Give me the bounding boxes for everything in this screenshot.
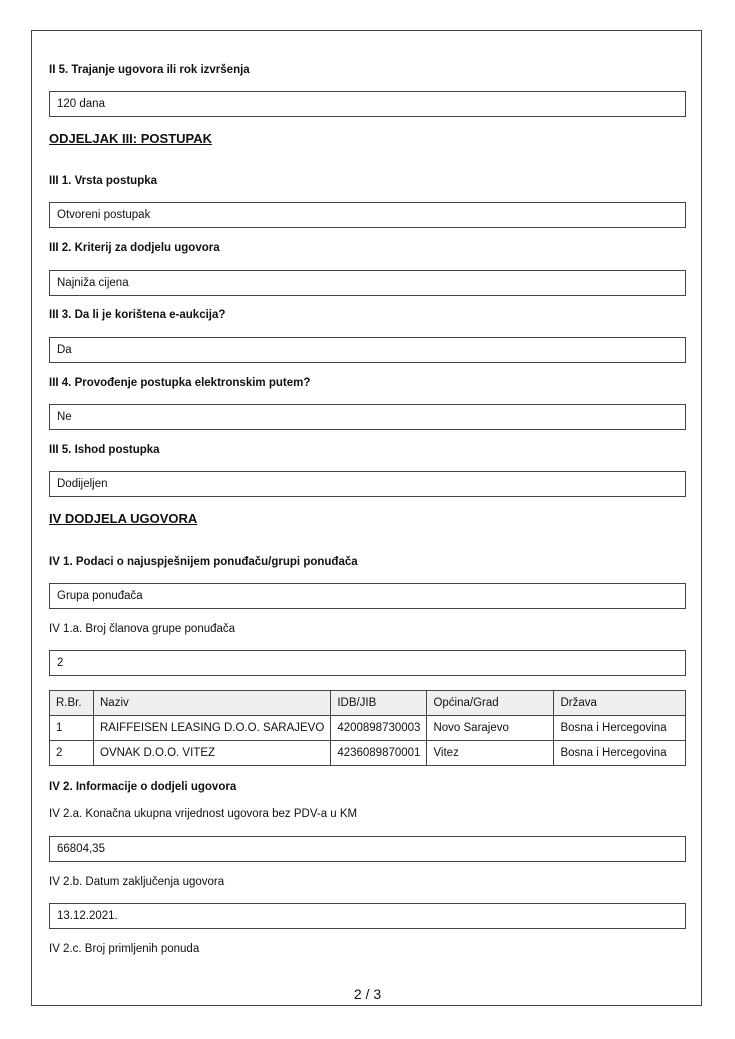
field-value-best-bidder: Grupa ponuđača bbox=[49, 583, 686, 609]
field-value-duration: 120 dana bbox=[49, 91, 686, 117]
table-row bbox=[50, 716, 686, 741]
field-label-offers-received: IV 2.c. Broj primljenih ponuda bbox=[49, 943, 200, 955]
cell-municipality: Novo Sarajevo bbox=[427, 716, 554, 741]
field-value-procedure-outcome: Dodijeljen bbox=[49, 471, 686, 497]
column-header-number: R.Br. bbox=[50, 691, 94, 716]
cell-id: 4236089870001 bbox=[331, 741, 427, 766]
cell-id: 4200898730003 bbox=[331, 716, 427, 741]
column-header-municipality: Općina/Grad bbox=[427, 691, 554, 716]
cell-number: 2 bbox=[50, 741, 94, 766]
field-label-best-bidder: IV 1. Podaci o najuspješnijem ponuđaču/grupi ponuđača bbox=[49, 556, 358, 568]
field-label-procedure-outcome: III 5. Ishod postupka bbox=[49, 444, 160, 456]
section-heading-award: IV DODJELA UGOVORA bbox=[49, 511, 198, 526]
field-value-award-criterion: Najniža cijena bbox=[49, 270, 686, 296]
field-value-group-members: 2 bbox=[49, 650, 686, 676]
column-header-id: IDB/JIB bbox=[331, 691, 427, 716]
column-header-name: Naziv bbox=[94, 691, 331, 716]
field-value-contract-value: 66804,35 bbox=[49, 836, 686, 862]
section-heading-procedure: ODJELJAK III: POSTUPAK bbox=[49, 131, 213, 146]
field-value-e-auction: Da bbox=[49, 337, 686, 363]
field-label-award-criterion: III 2. Kriterij za dodjelu ugovora bbox=[49, 242, 220, 254]
cell-country: Bosna i Hercegovina bbox=[554, 741, 686, 766]
field-value-electronic-procedure: Ne bbox=[49, 404, 686, 430]
column-header-country: Država bbox=[554, 691, 686, 716]
field-value-procedure-type: Otvoreni postupak bbox=[49, 202, 686, 228]
bidder-group-table bbox=[49, 690, 686, 766]
field-label-group-members: IV 1.a. Broj članova grupe ponuđača bbox=[49, 623, 236, 635]
field-label-contract-value: IV 2.a. Konačna ukupna vrijednost ugovora bez PDV-a u KM bbox=[49, 808, 358, 820]
field-value-contract-date: 13.12.2021. bbox=[49, 903, 686, 929]
table-row bbox=[50, 741, 686, 766]
field-label-award-info: IV 2. Informacije o dodjeli ugovora bbox=[49, 781, 237, 793]
table-header-row bbox=[50, 691, 686, 716]
cell-name: RAIFFEISEN LEASING D.O.O. SARAJEVO bbox=[94, 716, 331, 741]
field-label-procedure-type: III 1. Vrsta postupka bbox=[49, 175, 158, 187]
cell-number: 1 bbox=[50, 716, 94, 741]
page-number: 2 / 3 bbox=[353, 986, 382, 1002]
field-label-electronic-procedure: III 4. Provođenje postupka elektronskim putem? bbox=[49, 377, 311, 389]
field-label-e-auction: III 3. Da li je korištena e-aukcija? bbox=[49, 309, 226, 321]
cell-country: Bosna i Hercegovina bbox=[554, 716, 686, 741]
field-label-contract-date: IV 2.b. Datum zaključenja ugovora bbox=[49, 876, 225, 888]
cell-municipality: Vitez bbox=[427, 741, 554, 766]
field-label-duration: II 5. Trajanje ugovora ili rok izvršenja bbox=[49, 64, 250, 76]
cell-name: OVNAK D.O.O. VITEZ bbox=[94, 741, 331, 766]
